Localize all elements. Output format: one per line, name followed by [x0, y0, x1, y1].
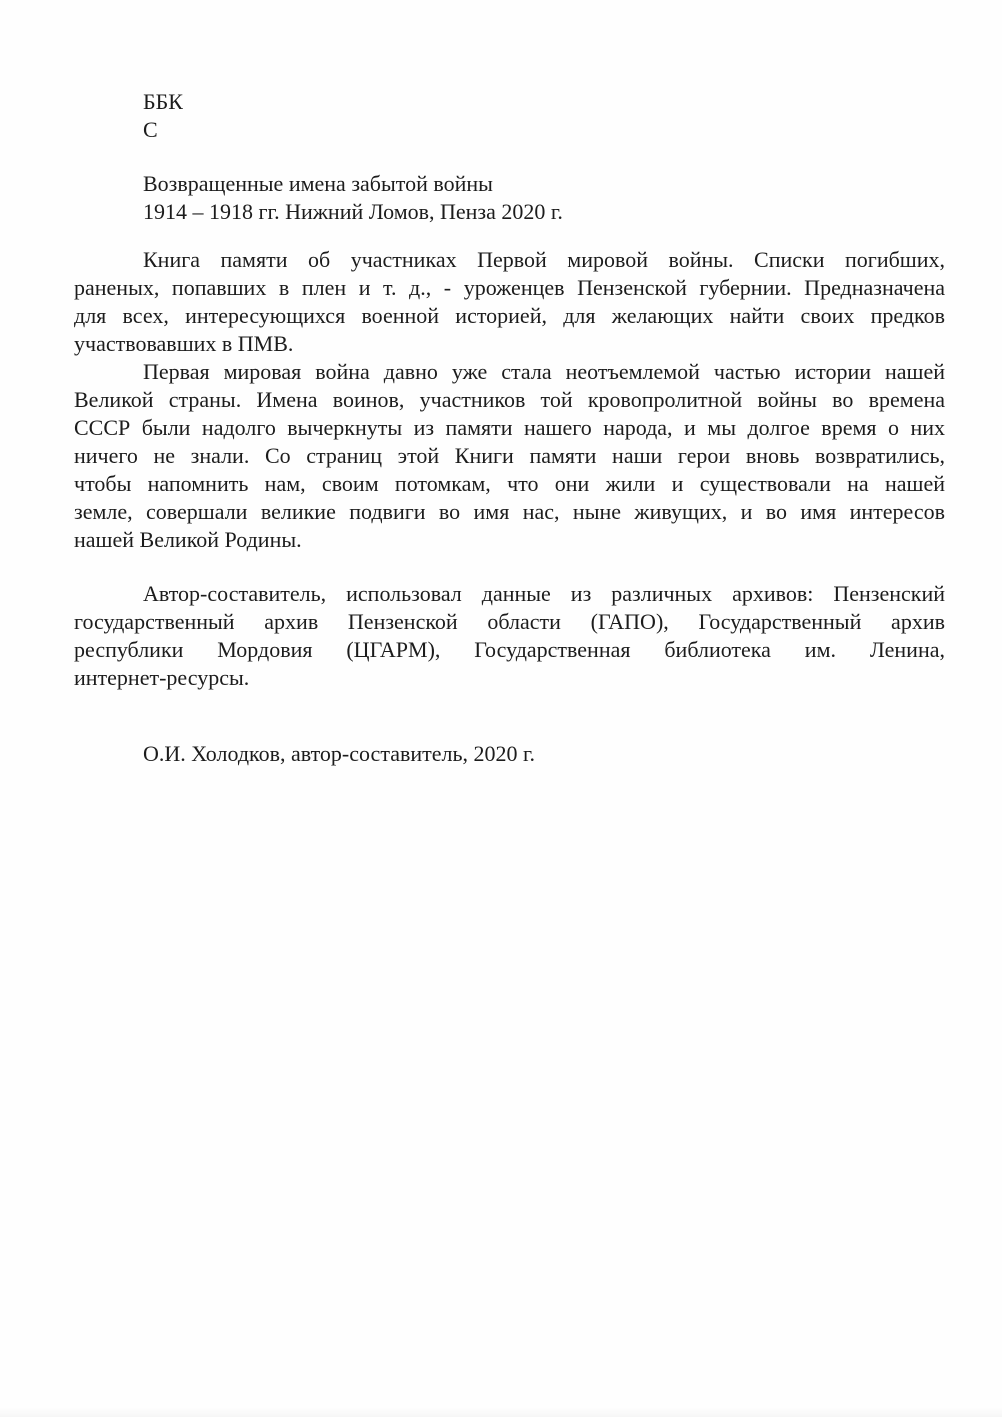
text-line: земле, совершали великие подвиги во имя нас, ныне живущих, и во имя интересов: [74, 499, 945, 524]
text-line: СССР были надолго вычеркнуты из памяти нашего народа, и мы долгое время о них: [74, 415, 945, 440]
text-line: участвовавших в ПМВ.: [74, 331, 294, 356]
paragraph-annotation: [74, 246, 945, 358]
text-line: Великой страны. Имена воинов, участников той кровопролитной войны во времена: [74, 387, 945, 412]
paragraph-history: [74, 358, 945, 554]
text-line: государственный архив Пензенской области (ГАПО), Государственный архив: [74, 609, 945, 634]
paragraph-sources: [74, 580, 945, 692]
text-line: раненых, попавших в плен и т. д., - уроженцев Пензенской губернии. Предназначена: [74, 275, 945, 300]
header-block: [143, 88, 945, 226]
scan-edge-shadow: [0, 1407, 1002, 1417]
bbk-code: ББК: [143, 89, 183, 114]
text-line: чтобы напомнить нам, своим потомкам, что они жили и существовали на нашей: [74, 471, 945, 496]
spacer: [74, 226, 945, 246]
text-line: ничего не знали. Со страниц этой Книги памяти наши герои вновь возвратились,: [74, 443, 945, 468]
text-line: Книга памяти об участниках Первой мировой войны. Списки погибших,: [143, 247, 945, 272]
text-line: Автор-составитель, использовал данные из различных архивов: Пензенский: [143, 581, 945, 606]
text-line: интернет-ресурсы.: [74, 665, 250, 690]
spacer: [143, 144, 945, 170]
text-line: республики Мордовия (ЦГАРМ), Государственная библиотека им. Ленина,: [74, 637, 945, 662]
text-line: для всех, интересующихся военной историей, для желающих найти своих предков: [74, 303, 945, 328]
text-line: нашей Великой Родины.: [74, 527, 302, 552]
text-line: Первая мировая война давно уже стала неотъемлемой частью истории нашей: [143, 359, 945, 384]
book-subtitle: 1914 – 1918 гг. Нижний Ломов, Пенза 2020 г.: [143, 199, 563, 224]
classification-letter: С: [143, 117, 158, 142]
author-credit-line: О.И. Холодков, автор-составитель, 2020 г.: [143, 741, 536, 766]
book-title: Возвращенные имена забытой войны: [143, 171, 493, 196]
page-content: [74, 88, 945, 768]
